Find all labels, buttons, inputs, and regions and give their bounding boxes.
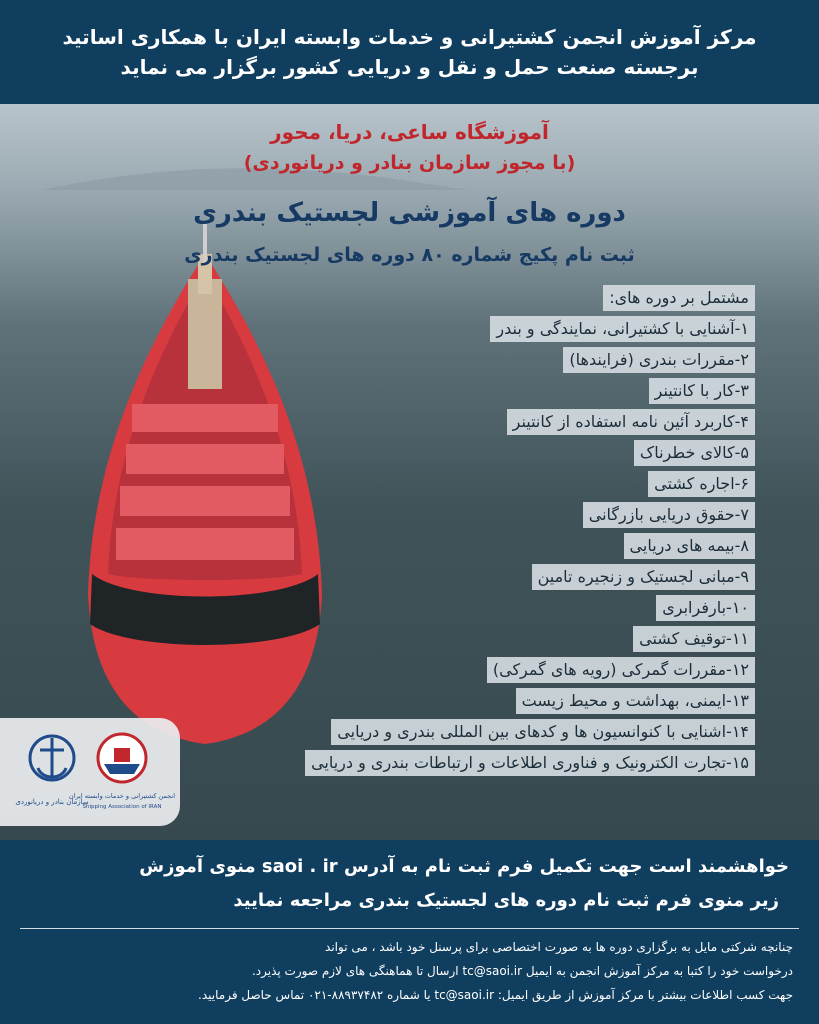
course-item: ۱۰-بارفرابری	[656, 595, 755, 621]
course-item: ۱-آشنایی با کشتیرانی، نمایندگی و بندر	[490, 316, 755, 342]
course-list	[305, 285, 755, 781]
course-title: دوره های آموزشی لجستیک بندری	[193, 198, 626, 228]
shipping-association-logo	[69, 734, 175, 810]
course-item: ۴-کاربرد آئین نامه استفاده از کانتینر	[507, 409, 755, 435]
footer-divider	[20, 928, 799, 929]
course-item: ۲-مقررات بندری (فرایندها)	[563, 347, 755, 373]
top-banner	[0, 0, 819, 104]
header-line-1: مرکز آموزش انجمن کشتیرانی و خدمات وابسته ایران با همکاری اساتید	[62, 25, 757, 49]
top-banner-text	[12, 11, 807, 93]
course-item: ۷-حقوق دریایی بازرگانی	[583, 502, 755, 528]
shipping-association-caption-en: Shipping Association of IRAN	[82, 804, 162, 810]
logo-card	[0, 718, 180, 826]
course-list-intro: مشتمل بر دوره های:	[603, 285, 755, 311]
shipping-association-caption: انجمن کشتیرانی و خدمات وابسته ایران	[68, 792, 176, 800]
svg-text:Shipping Association of IRAN	[83, 804, 162, 810]
header-line-2: برجسته صنعت حمل و نقل و دریایی کشور برگزار می نماید	[120, 55, 699, 79]
course-item: ۱۵-تجارت الکترونیک و فناوری اطلاعات و ارتباطات بندری و دریایی	[305, 750, 755, 776]
footer-note-3: جهت کسب اطلاعات بیشتر با مرکز آموزش از طریق ایمیل: tc@saoi.ir یا شماره ۸۸۹۳۷۴۸۲-۰۲۱ تماس حاصل فرمایید.	[198, 988, 793, 1002]
academy-name: آموزشگاه ساعی، دریا، محور	[270, 120, 549, 144]
course-item: ۱۲-مقررات گمرکی (رویه های گمرکی)	[487, 657, 755, 683]
course-item: ۸-بیمه های دریایی	[624, 533, 755, 559]
course-item: ۱۴-اشنایی با کنوانسیون ها و کدهای بین المللی بندری و دریایی	[331, 719, 755, 745]
ports-organization-caption: سازمان بنادر و دریانوردی	[15, 798, 89, 806]
footer	[0, 840, 819, 1024]
footer-note-2: درخواست خود را کتبا به مرکز آموزش انجمن به ایمیل tc@saoi.ir ارسال تا هماهنگی های لازم صورت پذیرد.	[251, 964, 793, 978]
course-item: ۶-اجاره کشتی	[648, 471, 755, 497]
footer-note-1: چنانچه شرکتی مایل به برگزاری دوره ها به صورت اختصاصی برای پرسنل خود باشد ، می تواند	[325, 940, 793, 954]
course-item: ۵-کالای خطرناک	[634, 440, 755, 466]
package-title: ثبت نام پکیج شماره ۸۰ دوره های لجستیک بندری	[184, 244, 635, 266]
registration-instruction-line-2: زیر منوی فرم ثبت نام دوره های لجستیک بندری مراجعه نمایید	[233, 890, 779, 911]
license-note: (با مجوز سازمان بنادر و دریانوردی)	[243, 152, 576, 174]
course-item: ۳-کار با کانتینر	[649, 378, 755, 404]
course-item: ۹-مبانی لجستیک و زنجیره تامین	[532, 564, 755, 590]
course-item: ۱۳-ایمنی، بهداشت و محیط زیست	[516, 688, 755, 714]
registration-instruction-line-1: خواهشمند است جهت تکمیل فرم ثبت نام به آدرس saoi . ir منوی آموزش	[139, 856, 789, 877]
svg-text:انجمن کشتیرانی و خدمات وابسته	[69, 792, 175, 800]
course-item: ۱۱-توقیف کشتی	[633, 626, 755, 652]
